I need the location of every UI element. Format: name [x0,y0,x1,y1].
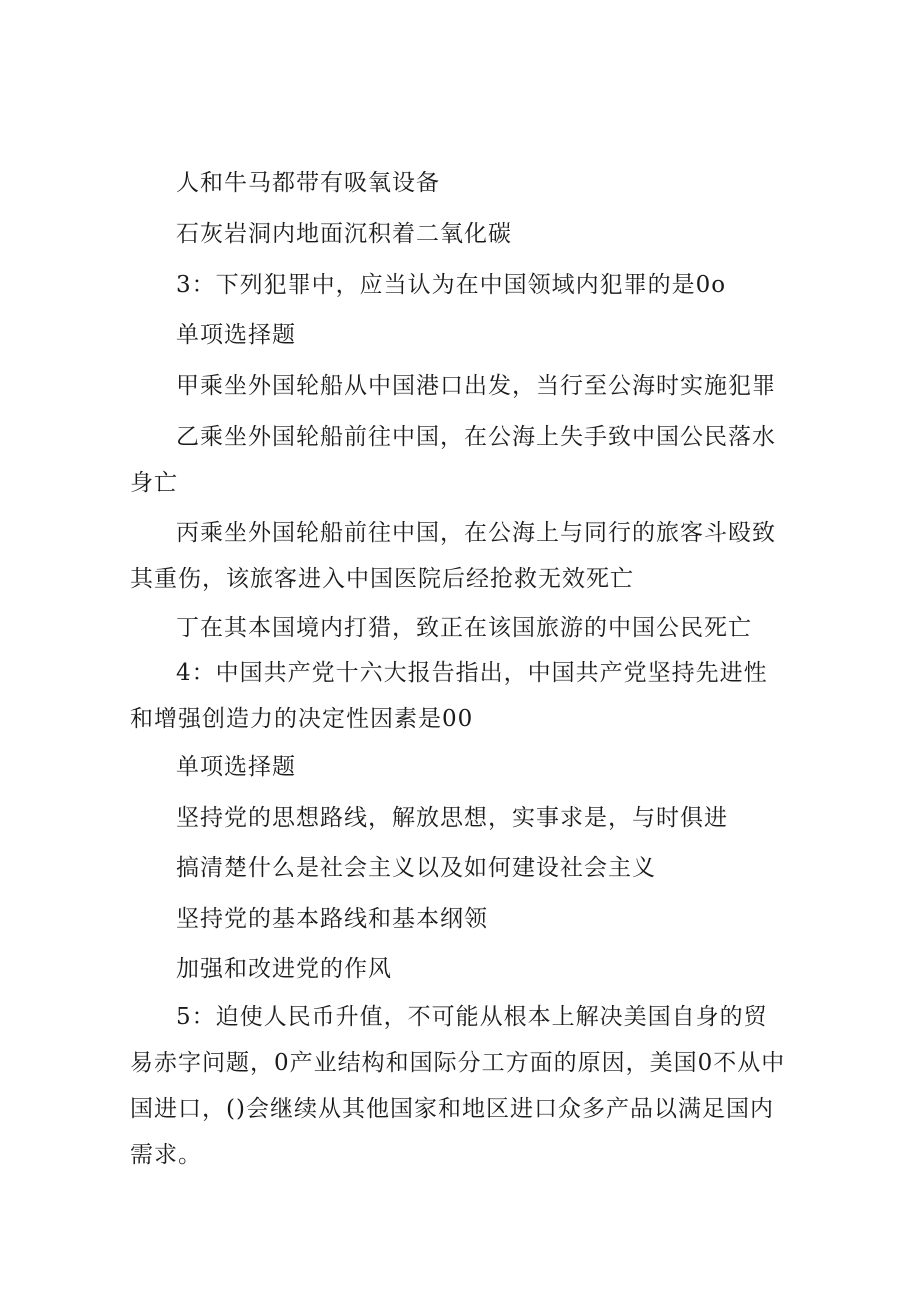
question-5: 5：迫使人民币升值，不可能从根本上解决美国自身的贸易赤字问题，0产业结构和国际分工方面的原因，美国0不从中国进口，()会继续从其他国家和地区进口众多产品以满足国内需求。 [130,1004,786,1168]
option-line: 丁在其本国境内打猎，致正在该国旅游的中国公民死亡 [176,615,752,641]
option-line: 加强和改进党的作风 [176,956,392,982]
question-type: 单项选择题 [176,322,296,348]
option-line: 搞清楚什么是社会主义以及如何建设社会主义 [176,855,656,881]
option-line: 乙乘坐外国轮船前往中国，在公海上失手致中国公民落水身亡 [130,424,776,496]
question-3: 3：下列犯罪中，应当认为在中国领域内犯罪的是0o [176,272,727,298]
option-line: 坚持党的基本路线和基本纲领 [176,906,488,932]
option-line: 人和牛马都带有吸氧设备 [176,170,440,196]
option-line: 丙乘坐外国轮船前往中国，在公海上与同行的旅客斗殴致其重伤，该旅客进入中国医院后经抢救无效死亡 [130,520,776,592]
option-line: 石灰岩洞内地面沉积着二氧化碳 [176,221,512,247]
option-line: 坚持党的思想路线，解放思想，实事求是，与时俱进 [176,805,728,831]
option-line: 甲乘坐外国轮船从中国港口出发，当行至公海时实施犯罪 [176,373,776,399]
question-4: 4：中国共产党十六大报告指出，中国共产党坚持先进性和增强创造力的决定性因素是00 [130,660,768,732]
question-type: 单项选择题 [176,754,296,780]
